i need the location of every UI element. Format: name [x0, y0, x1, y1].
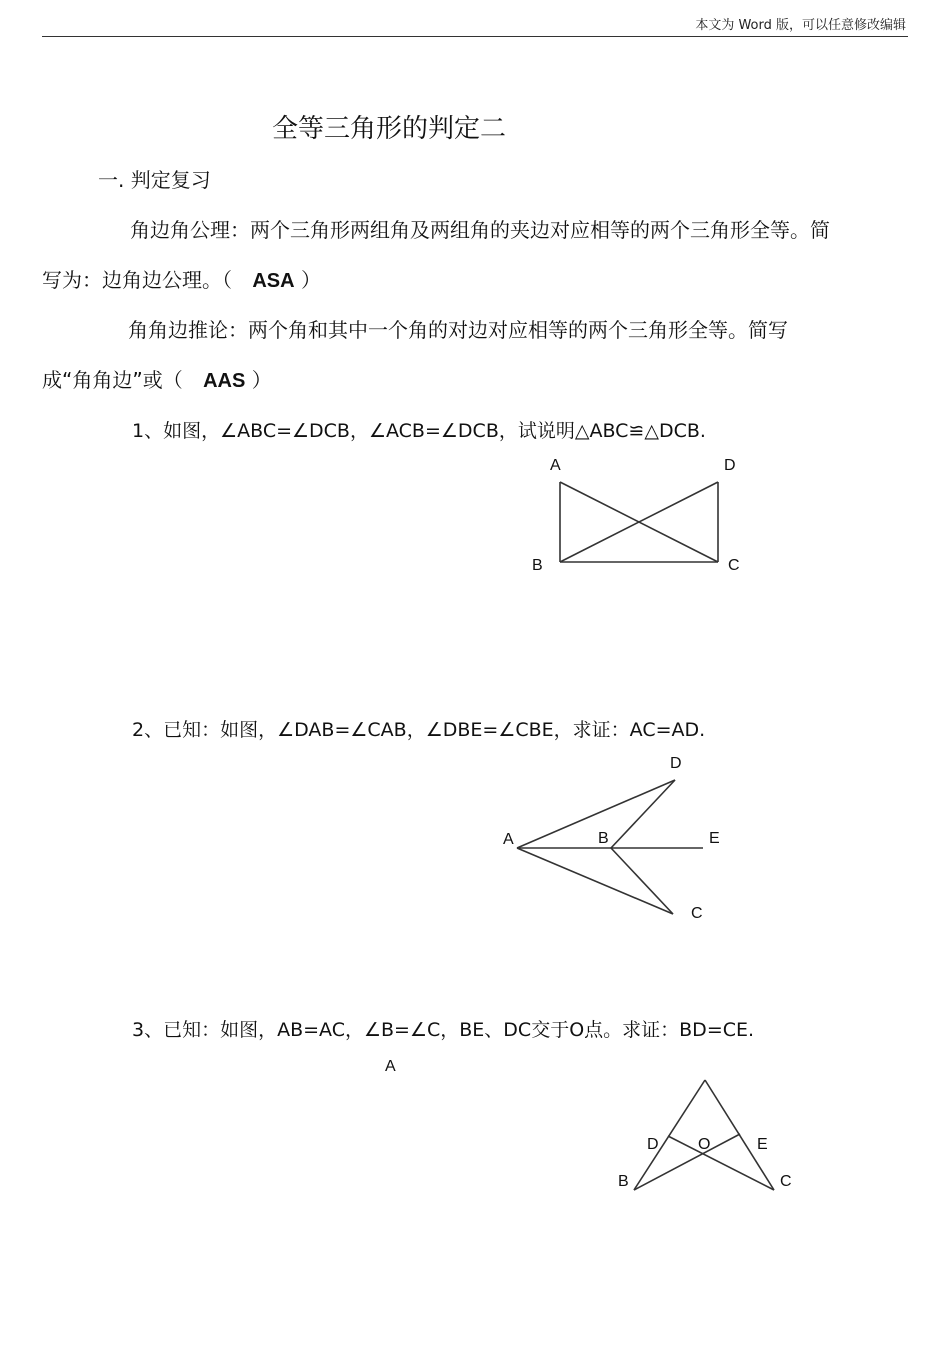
header-divider: [42, 36, 908, 37]
label-a: A: [550, 457, 561, 474]
problem-1-text: 1、如图，∠ABC=∠DCB，∠ACB=∠DCB，试说明△ABC≌△DCB.: [132, 420, 706, 442]
aas-abbr: AAS: [203, 370, 246, 392]
label-b: B: [618, 1173, 629, 1190]
segment-ad: [517, 780, 675, 848]
label-d: D: [670, 755, 682, 772]
label-c: C: [691, 905, 703, 922]
label-b: B: [532, 557, 543, 574]
section-heading: 一. 判定复习: [98, 168, 211, 192]
asa-suffix: ）: [300, 268, 321, 292]
aas-prefix: 成“角角边”或（: [42, 368, 183, 392]
problem-3-label-a: A: [385, 1058, 396, 1075]
label-e: E: [709, 830, 720, 847]
problem-3-figure: [610, 1070, 810, 1200]
label-d: D: [647, 1136, 659, 1153]
aas-suffix: ）: [251, 368, 272, 392]
segment-bd: [611, 780, 675, 848]
segment-ac: [517, 848, 673, 914]
asa-line-2: [42, 264, 321, 293]
segment-bc: [611, 848, 673, 914]
segment-ab: [634, 1080, 705, 1190]
label-b: B: [598, 830, 609, 847]
problem-3-text: 3、已知：如图，AB=AC，∠B=∠C，BE、DC交于O点。求证：BD=CE.: [132, 1019, 755, 1041]
label-o: O: [698, 1136, 711, 1153]
aas-line-2: [42, 364, 272, 393]
label-a: A: [503, 831, 514, 848]
asa-abbr: ASA: [252, 270, 295, 292]
asa-prefix: 写为：边角边公理。（: [42, 268, 232, 292]
page-title: 全等三角形的判定二: [272, 114, 507, 144]
label-e: E: [757, 1136, 768, 1153]
label-d: D: [724, 457, 736, 474]
problem-1-figure: [520, 450, 760, 580]
aas-line-1: 角角边推论：两个角和其中一个角的对边对应相等的两个三角形全等。简写: [128, 318, 788, 342]
label-c: C: [728, 557, 740, 574]
problem-2-text: 2、已知：如图，∠DAB=∠CAB，∠DBE=∠CBE，求证：AC=AD.: [132, 719, 706, 741]
label-c: C: [780, 1173, 792, 1190]
header-note: 本文为 Word 版，可以任意修改编辑: [695, 18, 906, 33]
problem-2-figure: [495, 748, 745, 928]
asa-line-1: 角边角公理：两个三角形两组角及两组角的夹边对应相等的两个三角形全等。简: [130, 218, 830, 242]
